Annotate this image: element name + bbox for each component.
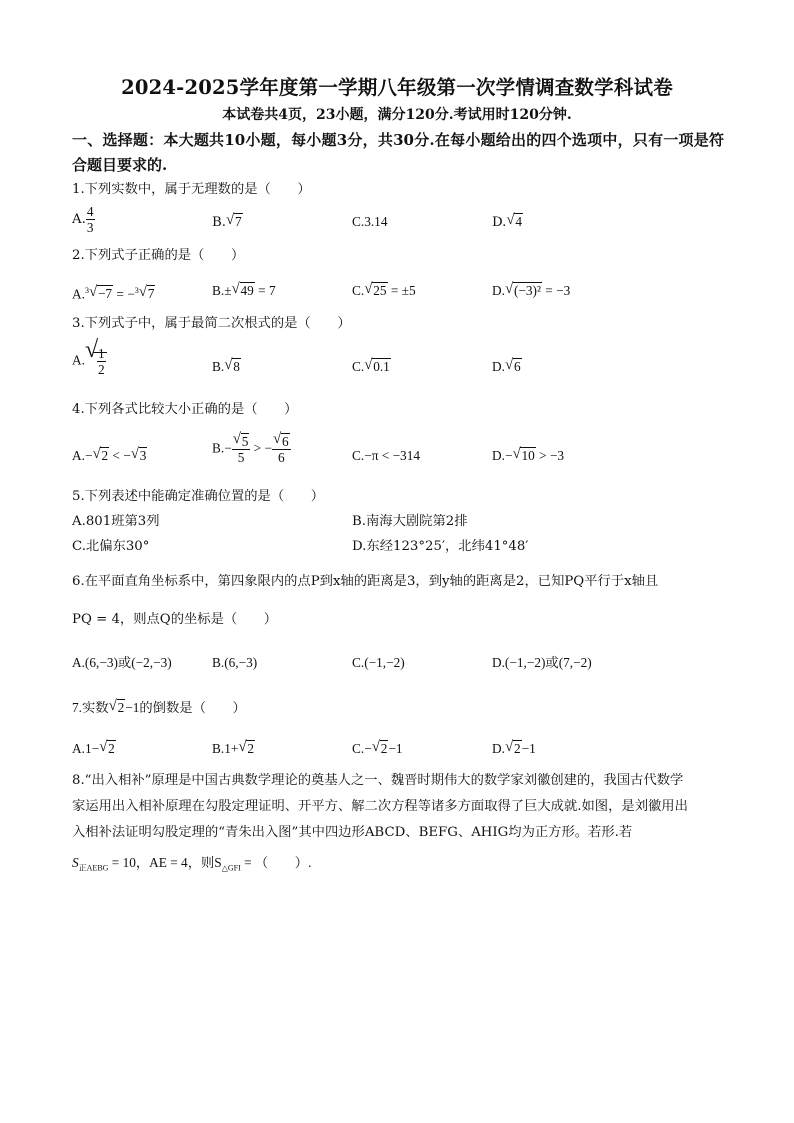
question-1-option-c: C.3.14 <box>352 214 388 229</box>
question-2-option-a: A.$^3$ √ −7 = −$^3$ √ 7 <box>72 281 155 304</box>
question-2-option-c: C. √ 25 = ±5 <box>352 281 416 301</box>
sqrt: √ 10 <box>512 446 535 463</box>
sqrt: √ 5 <box>232 431 249 449</box>
cube-root: √ −7 <box>88 284 113 302</box>
sqrt: √ 2 <box>92 446 109 463</box>
fraction: √ 5 5 <box>232 431 249 465</box>
question-2-option-b: B.± √ 49 = 7 <box>212 281 276 301</box>
fraction: $\frac{1}{2}$ <box>97 346 105 377</box>
sqrt: √ 2 <box>108 698 125 715</box>
question-8-line-1: 8.“出入相补”原理是中国古典数学理论的奠基人之一、魏晋时期伟大的数学家刘徽创建的，我国古代数学 <box>72 773 684 788</box>
question-1-stem: 1.下列实数中，属于无理数的是（ ） <box>72 182 311 197</box>
question-7-option-b: B.1+ √ 2 <box>212 739 255 759</box>
question-7-option-a: A.1− √ 2 <box>72 739 116 759</box>
question-3-option-c: C. √ 0.1 <box>352 357 391 377</box>
exam-title: 2024-2025学年度第一学期八年级第一次学情调查数学科试卷 <box>121 76 673 99</box>
question-1-option-d: D. √ 4 <box>492 212 523 230</box>
question-7-option-c: C.− √ 2−1 <box>352 739 403 759</box>
question-1-option-a: A. $\frac{4}{3}$ <box>72 204 94 235</box>
question-4-stem: 4.下列各式比较大小正确的是（ ） <box>72 402 298 417</box>
question-5-option-a: A.801班第3列 <box>72 514 160 529</box>
sqrt: √ 2 <box>371 739 388 756</box>
question-6-option-d: D.(−1,−2)或(7,−2) <box>492 655 592 670</box>
fraction: $\frac{4}{3}$ <box>86 204 94 235</box>
question-6-line-2: PQ = 4，则点Q的坐标是（ ） <box>72 612 278 627</box>
question-5-stem: 5.下列表述中能确定准确位置的是（ ） <box>72 489 325 504</box>
question-8-line-4: $S_{正AEBG} = 10$，AE = 4，则$S_{\triangle GFI}$ = （ ）. <box>72 855 312 873</box>
sqrt: √ $\frac{1}{2}$ <box>84 337 105 377</box>
question-4-option-d: D.− √ 10 > −3 <box>492 446 564 466</box>
sqrt: √ 7 <box>226 212 242 229</box>
question-2-stem: 2.下列式子正确的是（ ） <box>72 248 245 263</box>
question-1-option-b: B. √ 7 <box>212 212 242 230</box>
sqrt: √ 4 <box>506 212 523 229</box>
exam-subtitle: 本试卷共4页，23小题，满分120分.考试用时120分钟. <box>222 107 572 123</box>
question-4-option-a: A.− √ 2 < − √ 3 <box>72 446 147 466</box>
question-3-stem: 3.下列式子中，属于最简二次根式的是（ ） <box>72 316 351 331</box>
section-heading-choice: 一、选择题：本大题共10小题，每小题3分，共30分.在每小题给出的四个选项中，只有一项是符合题目要求的. <box>72 131 724 174</box>
cube-root: √ 7 <box>138 284 155 302</box>
sqrt: √ 49 <box>231 281 254 298</box>
sqrt: √ 2 <box>99 739 115 756</box>
sqrt: √ 25 <box>364 281 387 298</box>
question-3-option-d: D. √ 6 <box>492 357 522 377</box>
question-7-option-d: D. √ 2−1 <box>492 739 536 759</box>
question-4-option-b: B.− √ 5 5 > − √ 6 6 <box>212 431 289 465</box>
sqrt: √ 6 <box>273 431 289 449</box>
question-5-option-c: C.北偏东30° <box>72 539 150 554</box>
sqrt: √ 6 <box>504 357 521 374</box>
question-4-option-c: C.−π < −314 <box>352 448 421 463</box>
question-8-line-3: 入相补法证明勾股定理的“青朱出入图”其中四边形ABCD、BEFG、AHIG均为正方形。若形.若 <box>72 825 633 840</box>
question-3-option-a: A. √ $\frac{1}{2}$ <box>72 337 105 377</box>
question-6-option-a: A.(6,−3)或(−2,−3) <box>72 655 172 670</box>
question-6-option-c: C.(−1,−2) <box>352 655 405 670</box>
question-6-line-1: 6.在平面直角坐标系中，第四象限内的点P到x轴的距离是3，到y轴的距离是2，已知PQ平行于x轴且 <box>72 574 659 589</box>
question-2-option-d: D. √ (−3)² = −3 <box>492 281 570 301</box>
sqrt: √ 2 <box>238 739 255 756</box>
question-8-line-2: 家运用出入相补原理在勾股定理证明、开平方、解二次方程等诸多方面取得了巨大成就.如图，是刘徽用出 <box>72 799 688 814</box>
question-3-option-b: B. √ 8 <box>212 357 241 377</box>
sqrt: √ 0.1 <box>364 357 390 374</box>
question-7-stem: 7.实数 √ 2−1的倒数是（ ） <box>72 698 246 718</box>
fraction: √ 6 6 <box>273 431 289 465</box>
sqrt: √ 3 <box>130 446 147 463</box>
question-5-option-b: B.南海大剧院第2排 <box>352 514 468 529</box>
question-5-option-d: D.东经123°25′，北纬41°48′ <box>352 539 529 554</box>
sqrt: √ (−3)² <box>504 281 541 298</box>
sqrt: √ 8 <box>224 357 240 374</box>
question-6-option-b: B.(6,−3) <box>212 655 258 670</box>
sqrt: √ 2 <box>504 739 521 756</box>
